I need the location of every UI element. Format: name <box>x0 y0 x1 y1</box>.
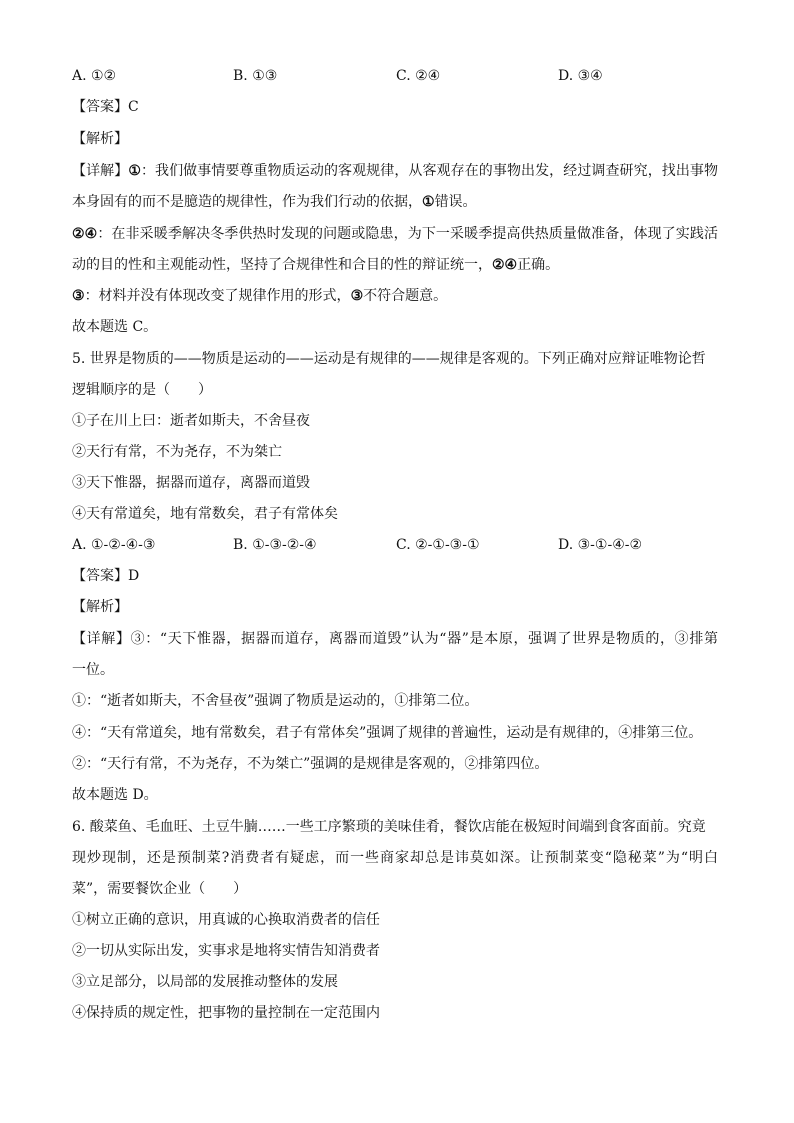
q5-item-2: ②天行有常，不为尧存，不为桀亡 <box>72 444 282 460</box>
q4-detail-line-2: 本身固有的而不是臆造的规律性，作为我们行动的依据，①错误。 <box>72 194 477 210</box>
q5-item-3: ③天下惟器，据器而道存，离器而道毁 <box>72 475 310 491</box>
q5-detail-line-1: 【详解】③：“天下惟器，据器而道存，离器而道毁”认为“器”是本原，强调了世界是物质的，③排第 <box>72 631 718 647</box>
q4-conclusion: 故本题选 C。 <box>72 319 158 335</box>
q5-stem-line-1: 5. 世界是物质的——物质是运动的——运动是有规律的——规律是客观的。下列正确对应辩证唯物论哲 <box>72 351 706 367</box>
q5-stem-line-2: 逻辑顺序的是（ ） <box>72 382 212 398</box>
q5-item-4: ④天有常道矣，地有常数矣，君子有常体矣 <box>72 506 338 522</box>
q6-item-1: ①树立正确的意识，用真诚的心换取消费者的信任 <box>72 912 380 928</box>
q6-item-3: ③立足部分，以局部的发展推动整体的发展 <box>72 974 338 990</box>
q6-stem-line-1: 6. 酸菜鱼、毛血旺、土豆牛腩……一些工序繁琐的美味佳肴，餐饮店能在极短时间端到食客面前。究竟 <box>72 819 706 835</box>
q4-analysis-label: 【解析】 <box>72 131 128 147</box>
q5-option-a: A. ①-②-④-③ <box>72 537 156 553</box>
q6-item-4: ④保持质的规定性，把事物的量控制在一定范围内 <box>72 1005 380 1021</box>
q5-option-d: D. ③-①-④-② <box>558 537 643 553</box>
q4-detail-line-3: ②④：在非采暖季解决冬季供热时发现的问题或隐患，为下一采暖季提高供热质量做准备，体现了实践活 <box>72 226 718 242</box>
q5-item-1: ①子在川上曰：逝者如斯夫，不舍昼夜 <box>72 413 310 429</box>
q5-analysis-label: 【解析】 <box>72 599 128 615</box>
q4-answer: 【答案】C <box>72 99 139 115</box>
q5-answer: 【答案】D <box>72 568 140 584</box>
q5-detail-line-3: ①：“逝者如斯夫，不舍昼夜”强调了物质是运动的，①排第二位。 <box>72 693 479 709</box>
q5-option-b: B. ①-③-②-④ <box>233 537 317 553</box>
q5-detail-line-4: ④：“天有常道矣，地有常数矣，君子有常体矣”强调了规律的普遍性，运动是有规律的，④排第三位。 <box>72 725 703 741</box>
q4-detail-line-5: ③：材料并没有体现改变了规律作用的形式，③不符合题意。 <box>72 288 448 304</box>
q6-stem-line-3: 菜”，需要餐饮企业（ ） <box>72 881 248 897</box>
q5-detail-line-2: 一位。 <box>72 662 114 678</box>
q4-detail-line-4: 动的目的性和主观能动性，坚持了合规律性和合目的性的辩证统一，②④正确。 <box>72 257 560 273</box>
q4-option-b: B. ①③ <box>233 68 278 84</box>
q5-detail-line-5: ②：“天行有常，不为尧存，不为桀亡”强调的是规律是客观的，②排第四位。 <box>72 756 549 772</box>
q6-item-2: ②一切从实际出发，实事求是地将实情告知消费者 <box>72 943 380 959</box>
q4-option-d: D. ③④ <box>558 68 603 84</box>
q4-detail-line-1: 【详解】①：我们做事情要尊重物质运动的客观规律，从客观存在的事物出发，经过调查研究，找出事物 <box>72 163 718 179</box>
q5-conclusion: 故本题选 D。 <box>72 787 158 803</box>
q5-option-c: C. ②-①-③-① <box>396 537 480 553</box>
q4-option-a: A. ①② <box>72 68 117 84</box>
q4-option-c: C. ②④ <box>396 68 441 84</box>
q6-stem-line-2: 现炒现制，还是预制菜?消费者有疑虑，而一些商家却总是讳莫如深。让预制菜变“隐秘菜”为“明白 <box>72 850 718 866</box>
